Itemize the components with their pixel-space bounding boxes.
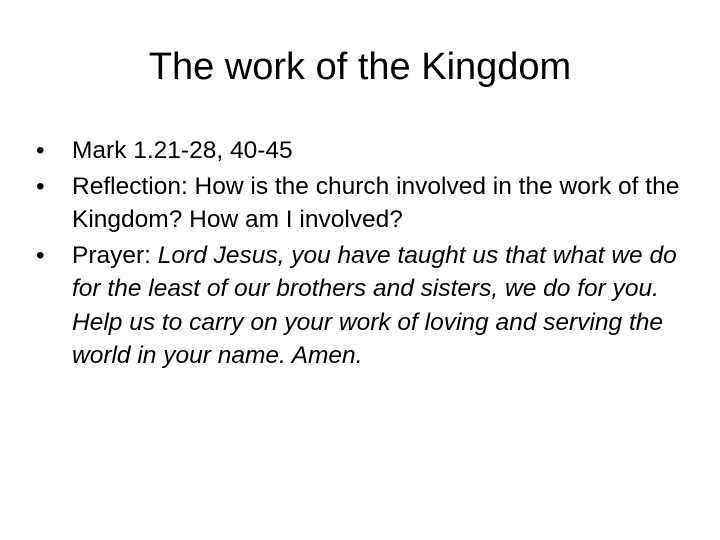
bullet-icon: • bbox=[36, 172, 45, 200]
slide-title: The work of the Kingdom bbox=[148, 46, 572, 88]
bullet-item-reading bbox=[36, 134, 696, 168]
reading-reference: Mark 1.21-28, 40-45 bbox=[72, 137, 293, 164]
bullet-icon: • bbox=[36, 137, 45, 164]
bullet-item-reflection bbox=[36, 170, 696, 237]
bullet-icon: • bbox=[36, 241, 45, 269]
prayer-text: Lord Jesus, you have taught us that what we do for the least of our brothers and sisters, we do for you. Help us to carry on your work of loving and serving the world in your name. Amen. bbox=[72, 241, 677, 369]
prayer-label: Prayer: bbox=[72, 241, 158, 269]
reflection-text: Reflection: How is the church involved in the work of the Kingdom? How am I involved? bbox=[72, 172, 680, 233]
bullet-item-prayer bbox=[36, 239, 696, 373]
bullet-list bbox=[36, 134, 696, 375]
